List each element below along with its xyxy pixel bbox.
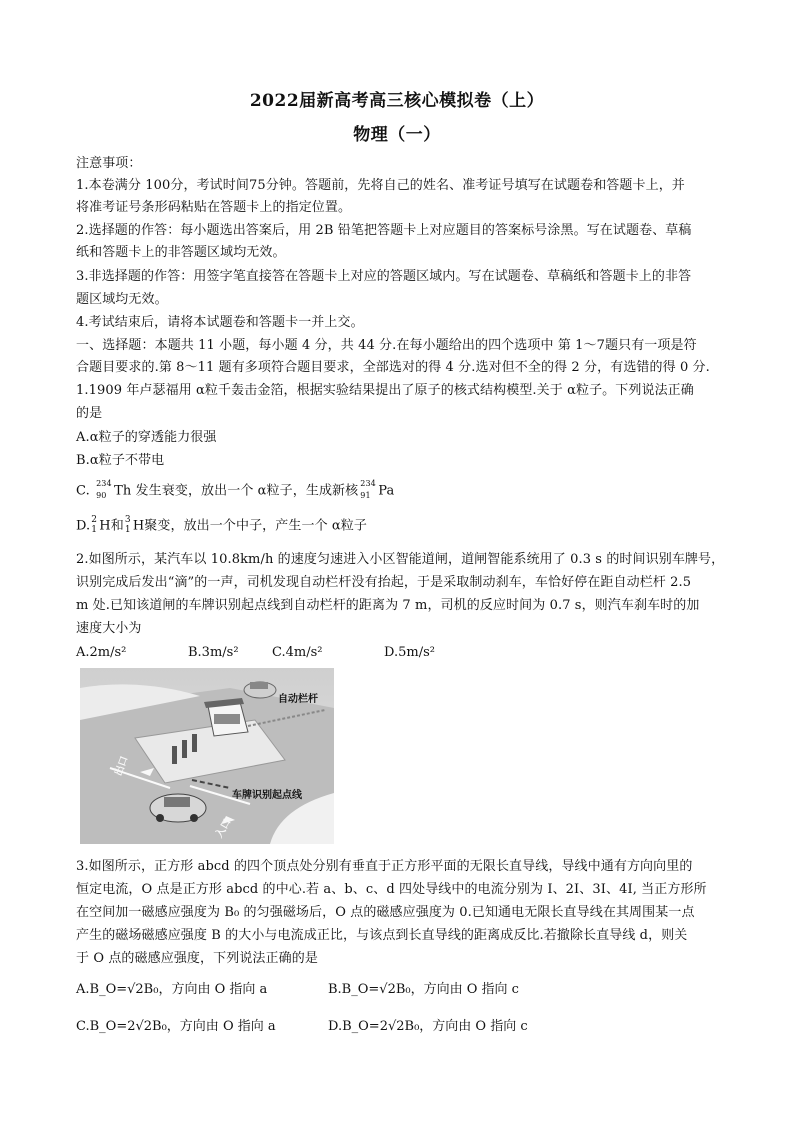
q2-toll-gate-figure: [80, 668, 334, 844]
q2-stem-line: m 处.已知该道闸的车牌识别起点线到自动栏杆的距离为 7 m，司机的反应时间为 0.7 s，则汽车刹车时的加: [76, 598, 700, 613]
notice-line: 题区域均无效。: [76, 292, 168, 307]
q2-option-a: A.2m/s²: [76, 645, 127, 660]
notice-heading: 注意事项：: [76, 156, 142, 171]
q3-option-b: B.B_O=√2B₀，方向由 O 指向 c: [328, 982, 519, 997]
q3-stem-line: 恒定电流，O 点是正方形 abcd 的中心.若 a、b、c、d 四处导线中的电流分别为 I、2I、3I、4I, 当正方形所: [76, 882, 707, 897]
notice-line: 3.非选择题的作答：用签字笔直接答在答题卡上对应的答题区域内。写在试题卷、草稿纸和答题卡上的非答: [76, 269, 692, 284]
exam-subject: 物理（一）: [353, 125, 441, 145]
q3-option-d: D.B_O=2√2B₀，方向由 O 指向 c: [328, 1019, 528, 1034]
thorium-nuclide: 234 90: [96, 479, 112, 500]
q2-stem-line: 速度大小为: [76, 621, 142, 636]
q1-option-c: C. 234 90 Th 发生衰变，放出一个 α粒子，生成新核 234 91 Pa: [76, 479, 395, 500]
notice-line: 4.考试结束后，请将本试题卷和答题卡一并上交。: [76, 315, 364, 330]
q1-option-b: B.α粒子不带电: [76, 453, 165, 468]
q3-option-a: A.B_O=√2B₀，方向由 O 指向 a: [76, 982, 268, 997]
section-intro-line: 一、选择题：本题共 11 小题，每小题 4 分，共 44 分.在每小题给出的四个选项中 第 1～7题只有一项是符: [76, 338, 697, 353]
deuterium-nuclide: 2 1: [91, 515, 98, 535]
q2-option-c: C.4m/s²: [272, 645, 323, 660]
notice-line: 1.本卷满分 100分，考试时间75分钟。答题前，先将自己的姓名、准考证号填写在试题卷和答题卡上，并: [76, 178, 685, 193]
tritium-nuclide: 3 1: [124, 515, 131, 535]
q2-stem-line: 识别完成后发出“滴”的一声，司机发现自动栏杆没有抬起，于是采取制动刹车，车恰好停在距自动栏杆 2.5: [76, 575, 692, 590]
exam-title: 2022届新高考高三核心模拟卷（上）: [249, 91, 545, 111]
q2-option-b: B.3m/s²: [188, 645, 239, 660]
label-plate-recognition-line: 车牌识别起点线: [232, 790, 302, 801]
q3-stem-line: 产生的磁场磁感应强度 B 的大小与电流成正比，与该点到长直导线的距离成反比.若撤除长直导线 d，则关: [76, 928, 688, 943]
q2-option-d: D.5m/s²: [384, 645, 435, 660]
notice-line: 将准考证号条形码粘贴在答题卡上的指定位置。: [76, 200, 352, 215]
q3-stem-line: 在空间加一磁感应强度为 B₀ 的匀强磁场后，O 点的磁感应强度为 0.已知通电无限长直导线在其周围某一点: [76, 905, 695, 920]
label-exit: 出口: [113, 754, 131, 778]
notice-line: 纸和答题卡上的非答题区域均无效。: [76, 245, 286, 260]
protactinium-nuclide: 234 91: [360, 479, 376, 500]
option-prefix: C.: [76, 483, 90, 499]
label-entry: 入口: [213, 817, 234, 840]
q3-stem-line: 3.如图所示，正方形 abcd 的四个顶点处分别有垂直于正方形平面的无限长直导线，导线中通有方向向里的: [76, 859, 693, 874]
q2-stem-line: 2.如图所示，某汽车以 10.8km/h 的速度匀速进入小区智能道闸，道闸智能系统用了 0.3 s 的时间识别车牌号，: [76, 552, 725, 567]
label-auto-barrier: 自动栏杆: [278, 694, 318, 705]
q1-option-a: A.α粒子的穿透能力很强: [76, 430, 217, 445]
notice-line: 2.选择题的作答：每小题选出答案后，用 2B 铅笔把答题卡上对应题目的答案标号涂黑。写在试题卷、草稿: [76, 223, 692, 238]
section-intro-line: 合题目要求的.第 8～11 题有多项符合题目要求，全部选对的得 4 分.选对但不全的得 2 分，有选错的得 0 分.: [76, 360, 710, 375]
q1-option-d: D. 2 1 H和 3 1 H聚变，放出一个中子，产生一个 α粒子: [76, 515, 367, 535]
q1-stem-line: 1.1909 年卢瑟福用 α粒千轰击金箔，根据实验结果提出了原子的核式结构模型.关于 α粒子。下列说法正确: [76, 383, 694, 398]
q3-option-c: C.B_O=2√2B₀，方向由 O 指向 a: [76, 1019, 276, 1034]
q1-stem-line: 的是: [76, 406, 103, 421]
q3-stem-line: 于 O 点的磁感应强度，下列说法正确的是: [76, 951, 318, 966]
